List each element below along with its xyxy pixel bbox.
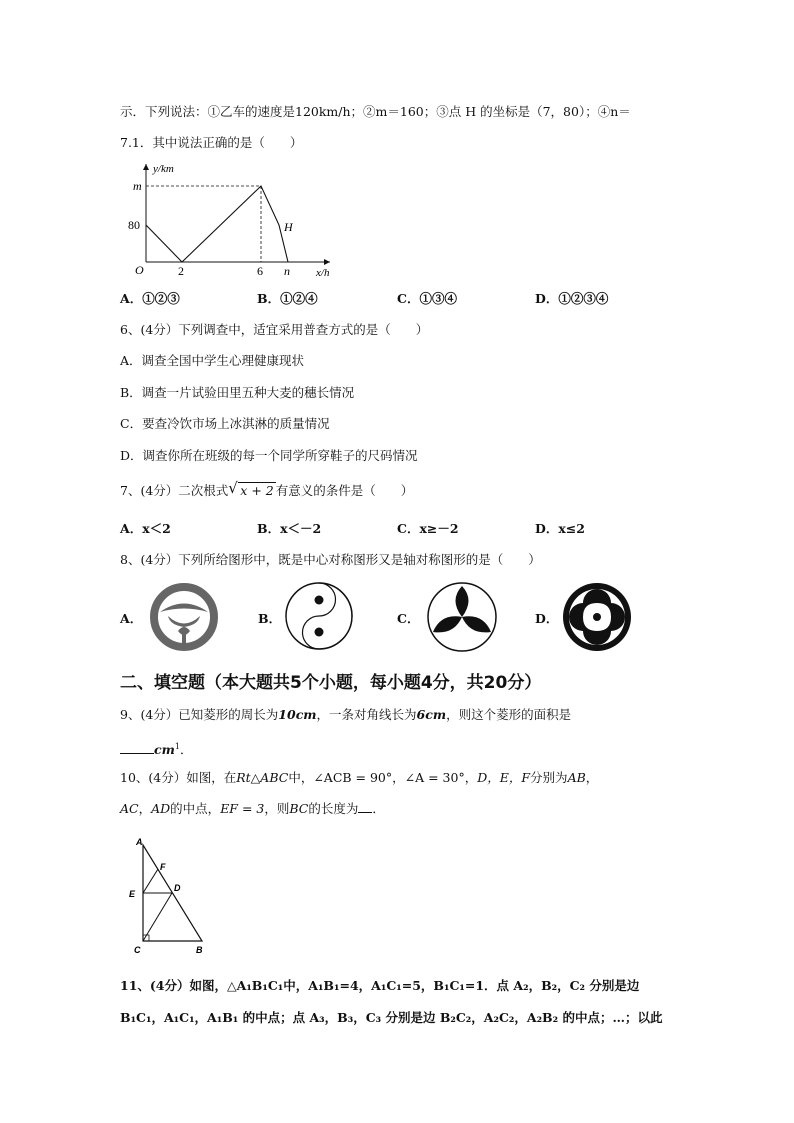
q8-option-a-label[interactable]: A． — [120, 611, 143, 626]
point-e-label: E — [129, 889, 136, 899]
q8-figure-b-yin-yang[interactable] — [283, 580, 355, 652]
q8-option-c-label[interactable]: C． — [397, 611, 420, 626]
q9-answer-blank[interactable] — [120, 741, 154, 754]
point-h-label: H — [284, 220, 293, 234]
q7-option-b[interactable]: B．x＜－2 — [257, 521, 322, 536]
point-f-label: F — [160, 862, 166, 872]
q5-option-b[interactable]: B．①②④ — [257, 291, 318, 306]
q6-option-c[interactable]: C．要查冷饮市场上冰淇淋的质量情况 — [120, 416, 330, 431]
q10-line1: 10、(4分）如图，在Rt△ABC中，∠ACB = 90°，∠A = 30°，D，E，F分别为AB， — [120, 770, 599, 785]
graph-line — [146, 186, 288, 262]
q10-triangle-figure — [124, 833, 219, 961]
q8-figure-c-three-petals[interactable] — [425, 580, 499, 654]
q5-line2: 7.1．其中说法正确的是（ ） — [120, 135, 303, 150]
q7-stem: 7、(4分）二次根式 √ x + 2 有意义的条件是（ ） — [120, 479, 414, 498]
q5-line1: 示．下列说法：①乙车的速度是120km/h；②m＝160；③点 H 的坐标是（7，80）；④n＝ — [120, 104, 631, 119]
x-tick-2: 2 — [178, 264, 184, 278]
q11-line1: 11、(4分）如图，△A₁B₁C₁中，A₁B₁=4，A₁C₁=5，B₁C₁=1．点 A₂，B₂，C₂ 分别是边 — [120, 978, 640, 993]
q10-line2: AC，AD的中点，EF = 3，则BC的长度为 ． — [120, 801, 385, 816]
x-axis-label: x/h — [316, 267, 330, 279]
q5-option-a[interactable]: A．①②③ — [120, 291, 180, 306]
q5-options — [120, 290, 680, 308]
q6-stem: 6、(4分）下列调查中，适宜采用普查方式的是（ ） — [120, 322, 429, 337]
q6-option-d[interactable]: D．调查你所在班级的每一个同学所穿鞋子的尺码情况 — [120, 448, 418, 463]
q7-option-a[interactable]: A．x＜2 — [120, 521, 171, 536]
origin-label: O — [135, 263, 144, 277]
point-d-label: D — [174, 883, 181, 893]
q8-figure-a-logo[interactable] — [148, 581, 220, 653]
q8-option-d-label[interactable]: D． — [535, 611, 559, 626]
q7-option-d[interactable]: D．x≤2 — [535, 521, 585, 536]
q10-answer-blank[interactable] — [358, 800, 372, 813]
q8-figure-d-four-petals[interactable] — [560, 580, 634, 654]
q6-option-a[interactable]: A．调查全国中学生心理健康现状 — [120, 353, 305, 368]
q9-line2: $cm^1$． — [120, 738, 192, 759]
x-tick-n: n — [284, 264, 290, 278]
vertex-b-label: B — [196, 945, 203, 955]
y-tick-80: 80 — [128, 218, 140, 232]
q6-option-b[interactable]: B．调查一片试验田里五种大麦的穗长情况 — [120, 385, 355, 400]
q7-option-c[interactable]: C．x≥－2 — [397, 521, 459, 536]
vertex-a-label: A — [136, 837, 143, 847]
y-tick-m: m — [133, 179, 142, 193]
q9-line1: 9、(4分）已知菱形的周长为10cm，一条对角线长为6cm，则这个菱形的面积是 — [120, 707, 572, 722]
q8-stem: 8、(4分）下列所给图形中，既是中心对称图形又是轴对称图形的是（ ） — [120, 552, 541, 567]
q7-options — [120, 520, 680, 538]
y-axis-label: y/km — [153, 163, 174, 175]
section2-title: 二、填空题（本大题共5个小题，每小题4分，共20分） — [120, 673, 542, 693]
vertex-c-label: C — [134, 945, 141, 955]
x-tick-6: 6 — [257, 264, 263, 278]
q11-line2: B₁C₁，A₁C₁，A₁B₁ 的中点；点 A₃，B₃，C₃ 分别是边 B₂C₂，A₂C₂，A₂B₂ 的中点；…；以此 — [120, 1010, 663, 1025]
q5-option-d[interactable]: D．①②③④ — [535, 291, 609, 306]
q5-option-c[interactable]: C．①③④ — [397, 291, 457, 306]
q8-option-b-label[interactable]: B． — [258, 611, 282, 626]
q5-distance-time-graph — [118, 158, 343, 280]
sqrt-expression: √ x + 2 — [228, 479, 274, 498]
